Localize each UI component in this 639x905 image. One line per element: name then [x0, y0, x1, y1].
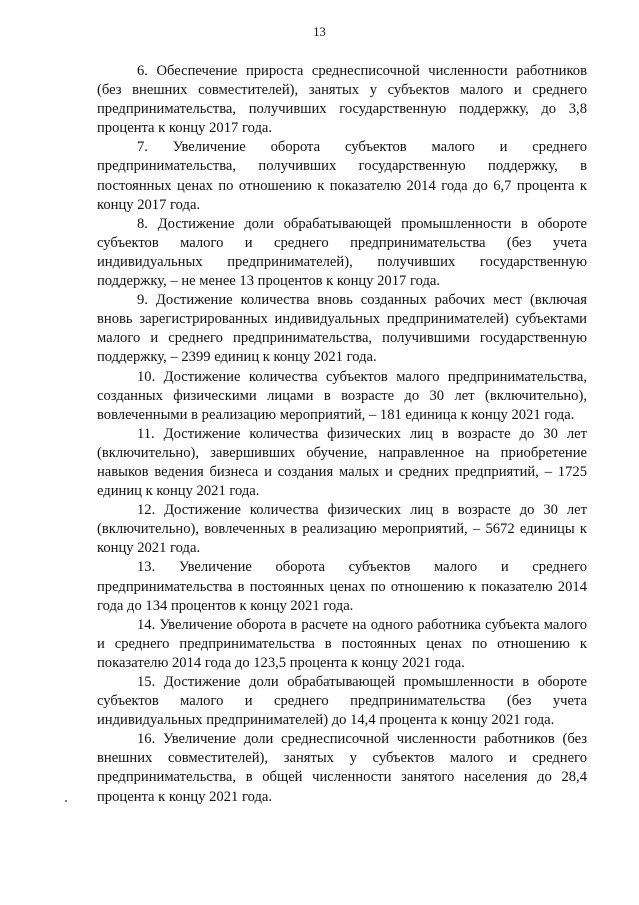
paragraph-item-9: 9. Достижение количества вновь созданных рабочих мест (включая вновь зарегистрированных индивидуальных предпринимателей) субъектами малого и среднего предпринимательства, получившими государственную поддержку, – 2399 единиц к концу 2021 года. — [97, 292, 587, 366]
paragraph-item-12: 12. Достижение количества физических лиц в возрасте до 30 лет (включительно), вовлеченных в реализацию мероприятий, – 5672 единицы к концу 2021 года. — [97, 502, 587, 557]
paragraph-item-15: 15. Достижение доли обрабатывающей промышленности в обороте субъектов малого и среднего предпринимательства (без учета индивидуальных предпринимателей) до 14,4 процента к концу 2021 года. — [97, 674, 587, 729]
paragraph-item-8: 8. Достижение доли обрабатывающей промышленности в обороте субъектов малого и среднего предпринимательства (без учета индивидуальных предпринимателей), получивших государственную поддержку, – не менее 13 процентов к концу 2017 года. — [97, 215, 587, 290]
paragraph-item-16: 16. Увеличение доли среднесписочной численности работников (без внешних совместителей), занятых у субъектов малого и среднего предпринимательства, в общей численности занятого населения до 28,4 процента к концу 2021 года. — [97, 731, 587, 805]
paragraph-item-10: 10. Достижение количества субъектов малого предпринимательства, созданных физическими лицами в возрасте до 30 лет (включительно), вовлеченными в реализацию мероприятий, – 181 единица к концу 2021 года. — [97, 368, 587, 423]
paragraph-item-11: 11. Достижение количества физических лиц в возрасте до 30 лет (включительно), завершивших обучение, направленное на приобретение навыков ведения бизнеса и создания малых и средних предприятий, – 1725 единиц к концу 2021 года. — [97, 425, 587, 500]
document-body — [97, 62, 587, 807]
paragraph-item-13: 13. Увеличение оборота субъектов малого и среднего предпринимательства в постоянных ценах по отношению к показателю 2014 года до 134 процентов к концу 2021 года. — [97, 559, 587, 614]
paragraph-item-14: 14. Увеличение оборота в расчете на одного работника субъекта малого и среднего предпринимательства в постоянных ценах по отношению к показателю 2014 года до 123,5 процента к концу 2021 года. — [97, 616, 587, 671]
scan-speck-mark — [65, 800, 67, 802]
paragraph-item-7: 7. Увеличение оборота субъектов малого и среднего предпринимательства, получивших государственную поддержку, в постоянных ценах по отношению к показателю 2014 года до 6,7 процента к концу 2017 года. — [97, 139, 587, 213]
paragraph-item-6: 6. Обеспечение прироста среднесписочной численности работников (без внешних совместителей), занятых у субъектов малого и среднего предпринимательства, получивших государственную поддержку, до 3,8 процента к концу 2017 года. — [97, 63, 587, 137]
page-number: 13 — [313, 25, 326, 39]
